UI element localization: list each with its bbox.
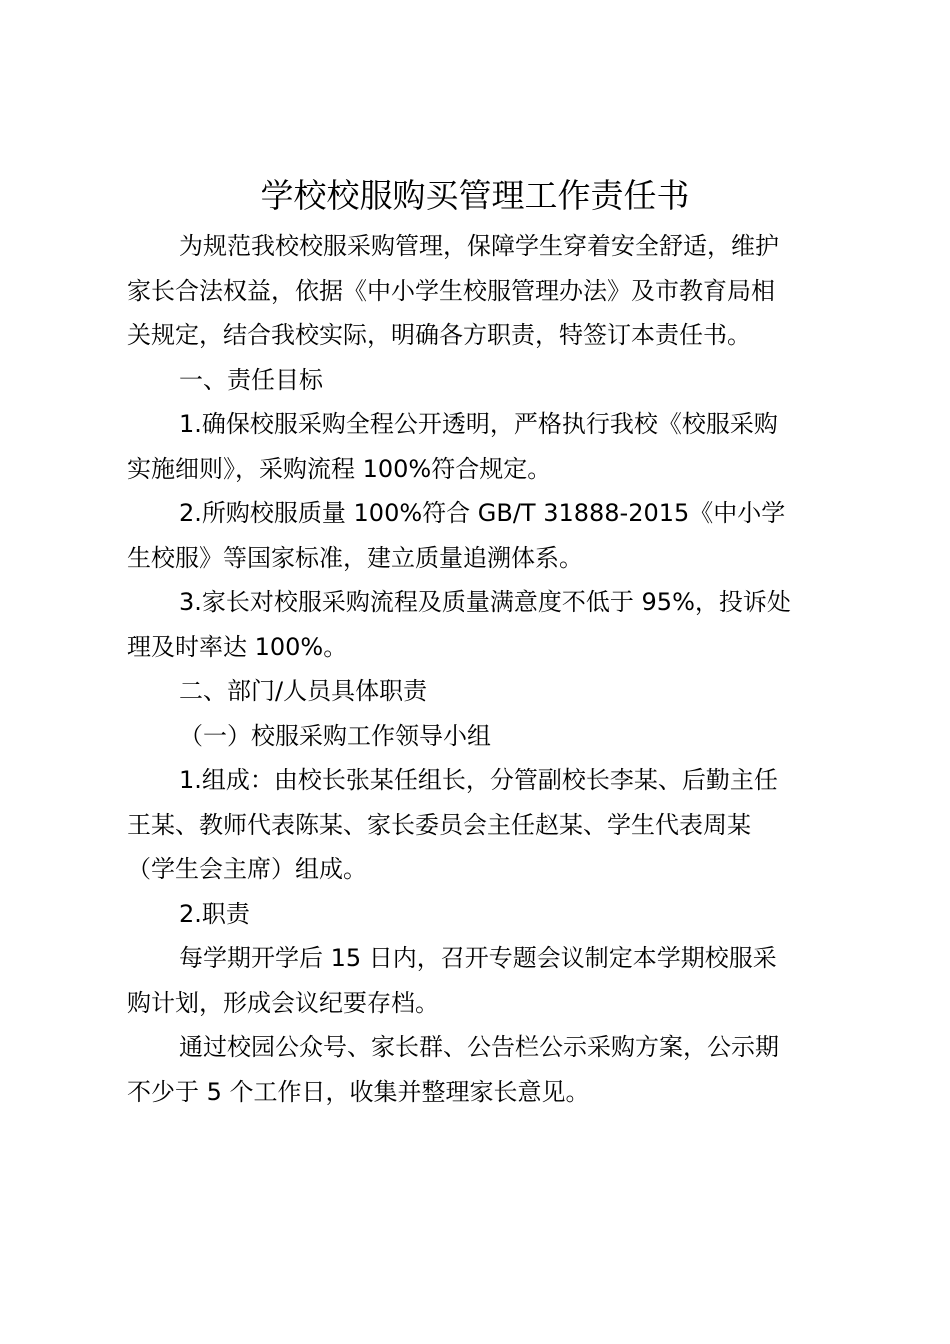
text-line: 通过校园公众号、家长群、公告栏公示采购方案，公示期 <box>179 1033 779 1061</box>
text-line: 生校服》等国家标准，建立质量追溯体系。 <box>127 543 583 572</box>
section-heading <box>127 358 832 403</box>
goal-item <box>127 580 832 669</box>
goal-item <box>127 402 832 491</box>
text-line: 2.职责 <box>179 899 250 928</box>
text-line: 不少于 5 个工作日，收集并整理家长意见。 <box>127 1077 590 1106</box>
text-line: 家长合法权益，依据《中小学生校服管理办法》及市教育局相 <box>127 276 775 305</box>
text-line: 为规范我校校服采购管理，保障学生穿着安全舒适，维护 <box>179 232 779 260</box>
duty-item <box>127 758 832 892</box>
text-line: （学生会主席）组成。 <box>127 855 367 883</box>
text-line: 2.所购校服质量 100%符合 GB/T 31888-2015《中小学 <box>179 499 786 527</box>
text-line: 每学期开学后 15 日内，召开专题会议制定本学期校服采 <box>179 944 777 972</box>
duty-item <box>127 892 832 937</box>
text-line: 1.确保校服采购全程公开透明，严格执行我校《校服采购 <box>179 410 778 438</box>
text-line: 1.组成：由校长张某任组长，分管副校长李某、后勤主任 <box>179 766 778 794</box>
text-line: （一）校服采购工作领导小组 <box>179 721 491 750</box>
document-title: 学校校服购买管理工作责任书 <box>260 176 690 215</box>
section-heading <box>127 669 832 714</box>
document-body <box>127 224 832 1114</box>
text-line: 关规定，结合我校实际，明确各方职责，特签订本责任书。 <box>127 321 751 349</box>
text-line: 实施细则》，采购流程 100%符合规定。 <box>127 454 552 483</box>
text-line: 王某、教师代表陈某、家长委员会主任赵某、学生代表周某 <box>127 810 751 839</box>
subsection-heading <box>127 714 832 759</box>
text-line: 购计划，形成会议纪要存档。 <box>127 988 439 1017</box>
text-line: 3.家长对校服采购流程及质量满意度不低于 95%，投诉处 <box>179 588 791 616</box>
text-line: 理及时率达 100%。 <box>127 632 348 661</box>
goal-item <box>127 491 832 580</box>
intro-paragraph <box>127 224 832 358</box>
duty-paragraph <box>127 1025 832 1114</box>
duty-paragraph <box>127 936 832 1025</box>
text-line: 二、部门/人员具体职责 <box>179 677 428 705</box>
text-line: 一、责任目标 <box>179 365 323 394</box>
